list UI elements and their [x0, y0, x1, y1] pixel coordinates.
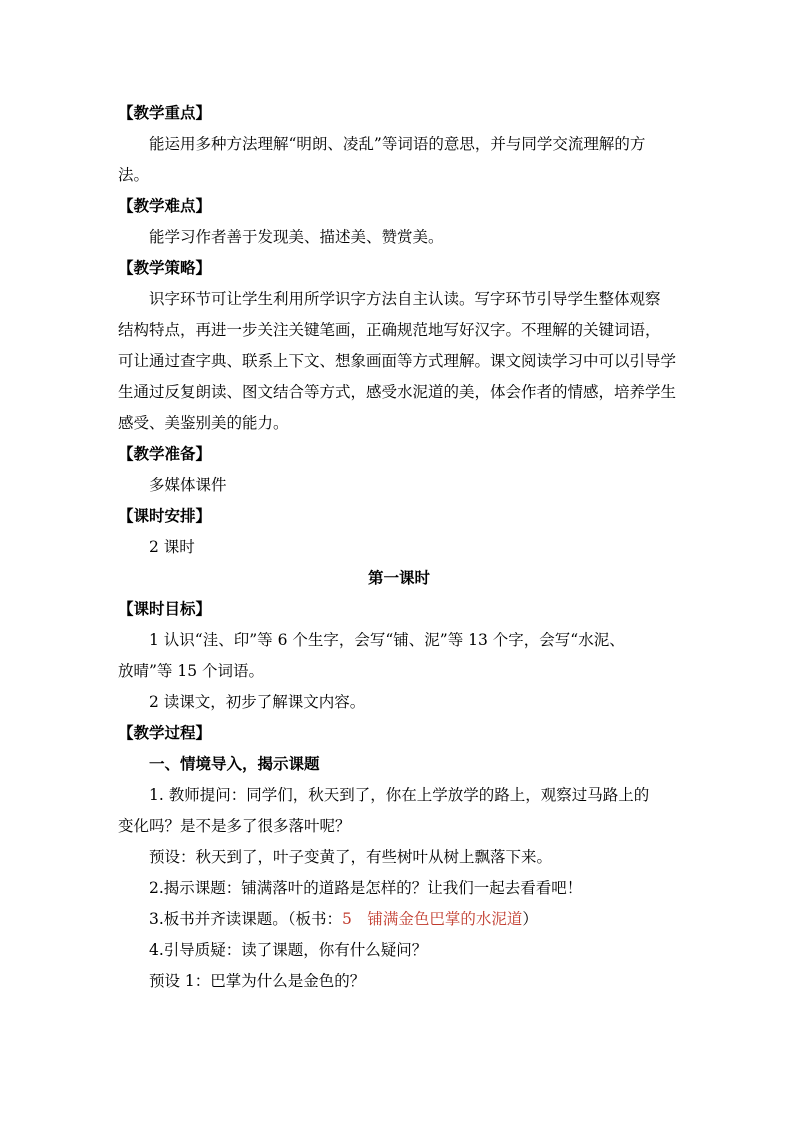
process-text-7: 预设 1：巴掌为什么是金色的？	[149, 972, 366, 990]
key-points-text: 能运用多种方法理解“明朗、凌乱”等词语的意思，并与同学交流理解的方	[149, 135, 646, 153]
strategy-text-3: 可让通过查字典、联系上下文、想象画面等方式理解。课文阅读学习中可以引导学	[118, 352, 677, 370]
document-page	[118, 98, 680, 997]
goals-text-1: 1 认识“洼、印”等 6 个生字，会写“铺、泥”等 13 个字，会写“水泥、	[149, 631, 625, 649]
process-text-5-prefix: 3.板书并齐读课题。（板书：	[149, 910, 343, 928]
prep-text: 多媒体课件	[149, 476, 227, 494]
strategy-text-2: 结构特点，再进一步关注关键笔画，正确规范地写好汉字。不理解的关键词语，	[118, 321, 661, 339]
goals-text-2: 放晴”等 15 个词语。	[118, 662, 265, 680]
strategy-text-5: 感受、美鉴别美的能力。	[118, 414, 289, 432]
board-title-text: 5 铺满金色巴掌的水泥道	[342, 910, 523, 928]
process-text-1: 1. 教师提问：同学们，秋天到了，你在上学放学的路上，观察过马路上的	[149, 786, 650, 804]
process-subheading: 一、情境导入，揭示课题	[149, 755, 320, 773]
difficulty-heading: 【教学难点】	[118, 197, 212, 215]
difficulty-text: 能学习作者善于发现美、描述美、赞赏美。	[149, 228, 444, 246]
strategy-text-4: 生通过反复朗读、图文结合等方式，感受水泥道的美，体会作者的情感，培养学生	[118, 383, 677, 401]
strategy-heading: 【教学策略】	[118, 259, 212, 277]
process-text-6: 4.引导质疑：读了课题，你有什么疑问？	[149, 941, 428, 959]
strategy-text-1: 识字环节可让学生利用所学识字方法自主认读。写字环节引导学生整体观察	[149, 290, 661, 308]
key-points-heading: 【教学重点】	[118, 104, 212, 122]
goals-text-3: 2 读课文，初步了解课文内容。	[149, 693, 366, 711]
goals-heading: 【课时目标】	[118, 600, 212, 618]
lesson-title: 第一课时	[367, 569, 430, 587]
schedule-text: 2 课时	[149, 538, 195, 556]
process-text-5-suffix: ）	[522, 910, 538, 928]
prep-heading: 【教学准备】	[118, 445, 212, 463]
process-text-2: 变化吗？是不是多了很多落叶呢？	[118, 817, 351, 835]
key-points-text-cont: 法。	[118, 166, 150, 184]
process-heading: 【教学过程】	[118, 724, 212, 742]
schedule-heading: 【课时安排】	[118, 507, 212, 525]
process-text-5	[118, 904, 680, 935]
process-text-4: 2.揭示课题：铺满落叶的道路是怎样的？让我们一起去看看吧！	[149, 879, 583, 897]
process-text-3: 预设：秋天到了，叶子变黄了，有些树叶从树上飘落下来。	[149, 848, 553, 866]
